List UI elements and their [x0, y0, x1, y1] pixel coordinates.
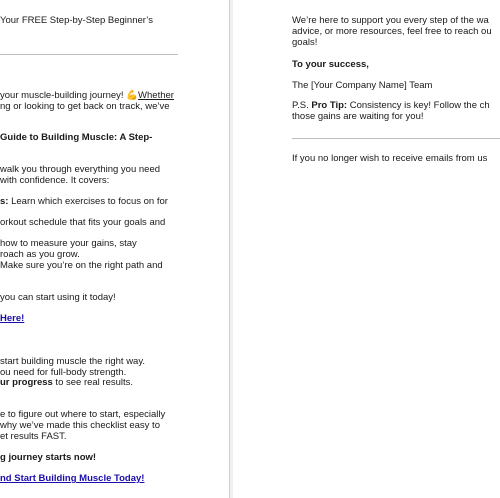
ps-line-2: those gains are waiting for you! — [292, 111, 424, 122]
benefit-line-3: ur progress to see real results. — [0, 377, 134, 388]
bullet-measure-1: how to measure your gains, stay — [0, 238, 137, 249]
bullet-measure-2: roach as you grow. — [0, 249, 80, 260]
why-line-2: why we’ve made this checklist easy to — [0, 420, 160, 431]
walk-line-2: with confidence. It covers: — [0, 175, 110, 186]
left-divider-rule — [0, 54, 178, 55]
divider-footer — [292, 138, 500, 139]
support-line-3: goals! — [292, 37, 318, 48]
walk-line-1: walk you through everything you need — [0, 164, 161, 175]
greeting-line-2: ng or looking to get back on track, we’ve — [0, 101, 170, 112]
support-line-1: We’re here to support you every step of the wa — [292, 15, 489, 26]
ps-line-1: P.S. Pro Tip: Consistency is key! Follow the ch — [292, 100, 490, 111]
email-preview-left-pane — [0, 0, 229, 498]
guide-title: Guide to Building Muscle: A Step- — [0, 132, 153, 143]
benefit-line-1: start building muscle the right way. — [0, 356, 146, 367]
bullet-schedule: orkout schedule that fits your goals and — [0, 217, 166, 228]
download-link[interactable]: Here! — [0, 313, 25, 324]
bullet-exercises: s: Learn which exercises to focus on for — [0, 196, 168, 207]
greeting-line-1: your muscle-building journey! 💪Whether — [0, 90, 174, 101]
benefit-line-2: ou need for full-body strength. — [0, 367, 127, 378]
email-preview-right-pane — [233, 0, 500, 498]
whether-link[interactable]: Whether — [138, 90, 174, 101]
start-today-text: you can start using it today! — [0, 292, 116, 303]
why-line-3: et results FAST. — [0, 431, 67, 442]
intro-line: Your FREE Step-by-Step Beginner’s — [0, 15, 153, 26]
unsubscribe-text: If you no longer wish to receive emails from us — [292, 153, 488, 164]
flex-emoji-icon: 💪 — [126, 90, 139, 101]
cta-link[interactable]: nd Start Building Muscle Today! — [0, 473, 145, 484]
bullet-measure-3: Make sure you’re on the right path and — [0, 260, 163, 271]
why-line-1: e to figure out where to start, especially — [0, 409, 166, 420]
support-line-2: advice, or more resources, feel free to reach ou — [292, 26, 492, 37]
signoff: To your success, — [292, 59, 369, 70]
journey-text: g journey starts now! — [0, 452, 97, 463]
team-name: The [Your Company Name] Team — [292, 80, 433, 91]
